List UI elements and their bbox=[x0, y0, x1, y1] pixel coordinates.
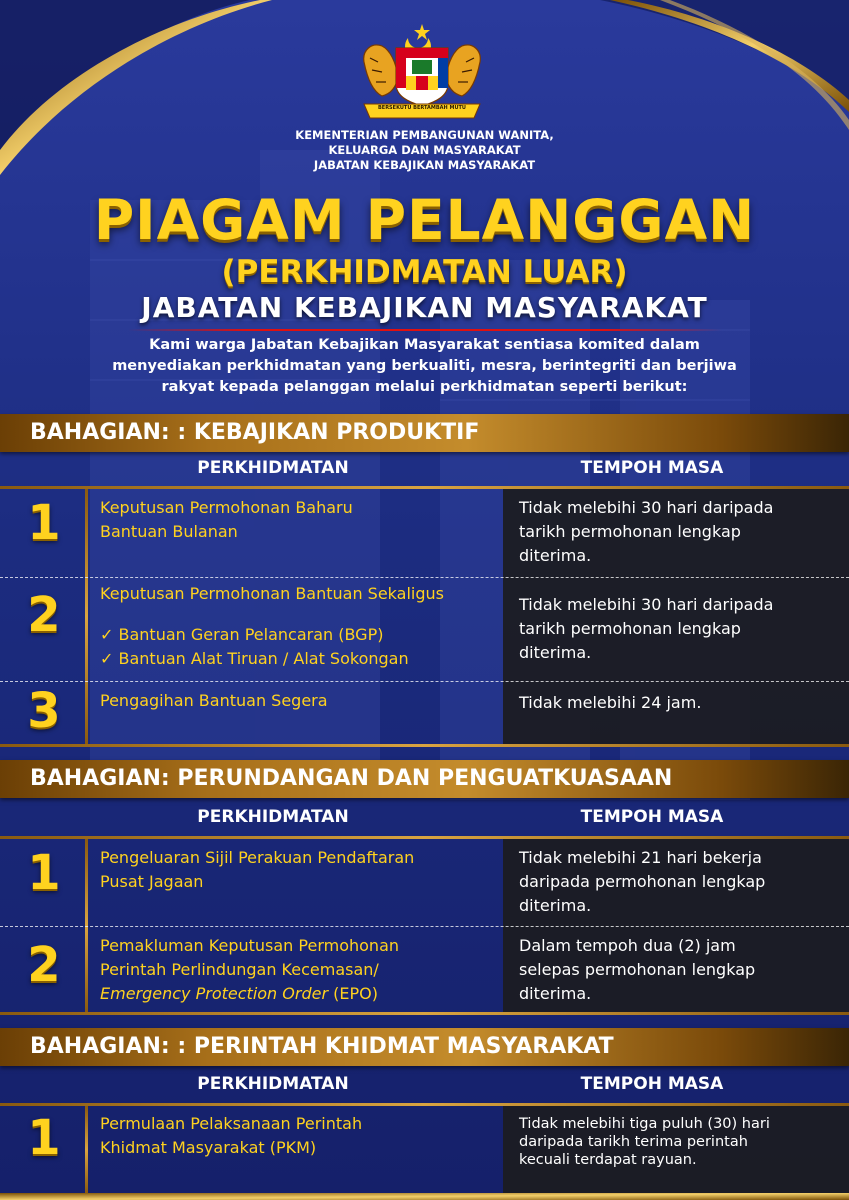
row-number: 2 bbox=[27, 587, 61, 643]
section-title: BAHAGIAN: : KEBAJIKAN PRODUKTIF bbox=[30, 420, 480, 445]
row-number: 3 bbox=[27, 683, 61, 739]
service-checklist bbox=[100, 623, 495, 671]
row-number: 1 bbox=[27, 845, 61, 901]
table-bottom-border bbox=[0, 744, 849, 747]
title-divider bbox=[128, 329, 722, 331]
column-header-time: TEMPOH MASA bbox=[580, 1074, 724, 1094]
time-line: Tidak melebihi 21 hari bekerja bbox=[519, 848, 762, 867]
service-line: Permulaan Pelaksanaan Perintah bbox=[100, 1114, 363, 1133]
ministry-line-3: JABATAN KEBAJIKAN MASYARAKAT bbox=[313, 158, 536, 172]
ministry-name bbox=[0, 128, 849, 173]
crest-motto-line-2: BERTAMBAH MUTU bbox=[413, 105, 466, 111]
service-text bbox=[100, 846, 495, 894]
ministry-line-2: KELUARGA DAN MASYARAKAT bbox=[328, 143, 521, 157]
crest-motto bbox=[366, 105, 478, 111]
time-line: Tidak melebihi 30 hari daripada bbox=[519, 498, 774, 517]
ministry-line-1: KEMENTERIAN PEMBANGUNAN WANITA, bbox=[295, 128, 554, 142]
row-divider bbox=[0, 681, 849, 682]
service-line: Pusat Jagaan bbox=[100, 872, 204, 891]
time-line: diterima. bbox=[519, 643, 592, 662]
row-divider bbox=[0, 926, 849, 927]
service-line: Pengagihan Bantuan Segera bbox=[100, 691, 328, 710]
service-text bbox=[100, 582, 495, 606]
row-number: 2 bbox=[27, 937, 61, 993]
time-line: daripada permohonan lengkap bbox=[519, 872, 766, 891]
column-header-time: TEMPOH MASA bbox=[580, 458, 724, 478]
row-divider bbox=[0, 577, 849, 578]
time-line: selepas permohonan lengkap bbox=[519, 960, 756, 979]
column-header-service: PERKHIDMATAN bbox=[197, 807, 349, 827]
row-number: 1 bbox=[27, 1110, 61, 1166]
time-text bbox=[519, 593, 839, 665]
service-text bbox=[100, 496, 495, 544]
time-line: diterima. bbox=[519, 984, 592, 1003]
intro-line-3: rakyat kepada pelanggan melalui perkhidmatan seperti berikut: bbox=[161, 379, 688, 395]
intro-text bbox=[60, 335, 789, 398]
service-line: Pengeluaran Sijil Perakuan Pendaftaran bbox=[100, 848, 415, 867]
service-suffix: (EPO) bbox=[328, 984, 378, 1003]
time-line: kecuali terdapat rayuan. bbox=[519, 1152, 697, 1168]
time-text bbox=[519, 1115, 839, 1169]
service-text bbox=[100, 689, 495, 713]
page-subtitle: (PERKHIDMATAN LUAR) bbox=[221, 254, 628, 290]
service-line bbox=[100, 982, 495, 1006]
service-line: Khidmat Masyarakat (PKM) bbox=[100, 1138, 317, 1157]
service-line: Keputusan Permohonan Baharu bbox=[100, 498, 353, 517]
column-header-service: PERKHIDMATAN bbox=[197, 1074, 349, 1094]
time-line: daripada tarikh terima perintah bbox=[519, 1134, 748, 1150]
service-text bbox=[100, 934, 495, 1006]
column-header-service: PERKHIDMATAN bbox=[197, 458, 349, 478]
page-title: PIAGAM PELANGGAN bbox=[93, 188, 756, 252]
time-text bbox=[519, 496, 839, 568]
service-line: Pemakluman Keputusan Permohonan bbox=[100, 936, 400, 955]
time-line: diterima. bbox=[519, 546, 592, 565]
section-title: BAHAGIAN: PERUNDANGAN DAN PENGUATKUASAAN bbox=[30, 766, 673, 791]
section-title: BAHAGIAN: : PERINTAH KHIDMAT MASYARAKAT bbox=[30, 1034, 614, 1059]
time-line: Tidak melebihi 30 hari daripada bbox=[519, 595, 774, 614]
check-item: ✓ Bantuan Alat Tiruan / Alat Sokongan bbox=[100, 649, 409, 668]
time-text bbox=[519, 934, 839, 1006]
time-line: Tidak melebihi tiga puluh (30) hari bbox=[519, 1116, 770, 1132]
service-italic: Emergency Protection Order bbox=[100, 984, 329, 1003]
intro-line-2: menyediakan perkhidmatan yang berkualiti, mesra, berintegriti dan berjiwa bbox=[112, 358, 737, 374]
table-bottom-border bbox=[0, 1012, 849, 1015]
check-item: ✓ Bantuan Geran Pelancaran (BGP) bbox=[100, 625, 384, 644]
service-line: Bantuan Bulanan bbox=[100, 522, 238, 541]
service-text bbox=[100, 1112, 495, 1160]
service-line: Keputusan Permohonan Bantuan Sekaligus bbox=[100, 584, 444, 603]
crest-motto-line-1: BERSEKUTU bbox=[377, 105, 412, 111]
time-line: diterima. bbox=[519, 896, 592, 915]
time-line: tarikh permohonan lengkap bbox=[519, 619, 741, 638]
time-line: Tidak melebihi 24 jam. bbox=[519, 693, 702, 712]
column-header-time: TEMPOH MASA bbox=[580, 807, 724, 827]
service-line: Perintah Perlindungan Kecemasan/ bbox=[100, 960, 379, 979]
row-number: 1 bbox=[27, 495, 61, 551]
time-text bbox=[519, 691, 839, 715]
intro-line-1: Kami warga Jabatan Kebajikan Masyarakat sentiasa komited dalam bbox=[149, 337, 700, 353]
time-line: tarikh permohonan lengkap bbox=[519, 522, 741, 541]
time-text bbox=[519, 846, 839, 918]
department-name: JABATAN KEBAJIKAN MASYARAKAT bbox=[141, 291, 708, 324]
time-line: Dalam tempoh dua (2) jam bbox=[519, 936, 736, 955]
